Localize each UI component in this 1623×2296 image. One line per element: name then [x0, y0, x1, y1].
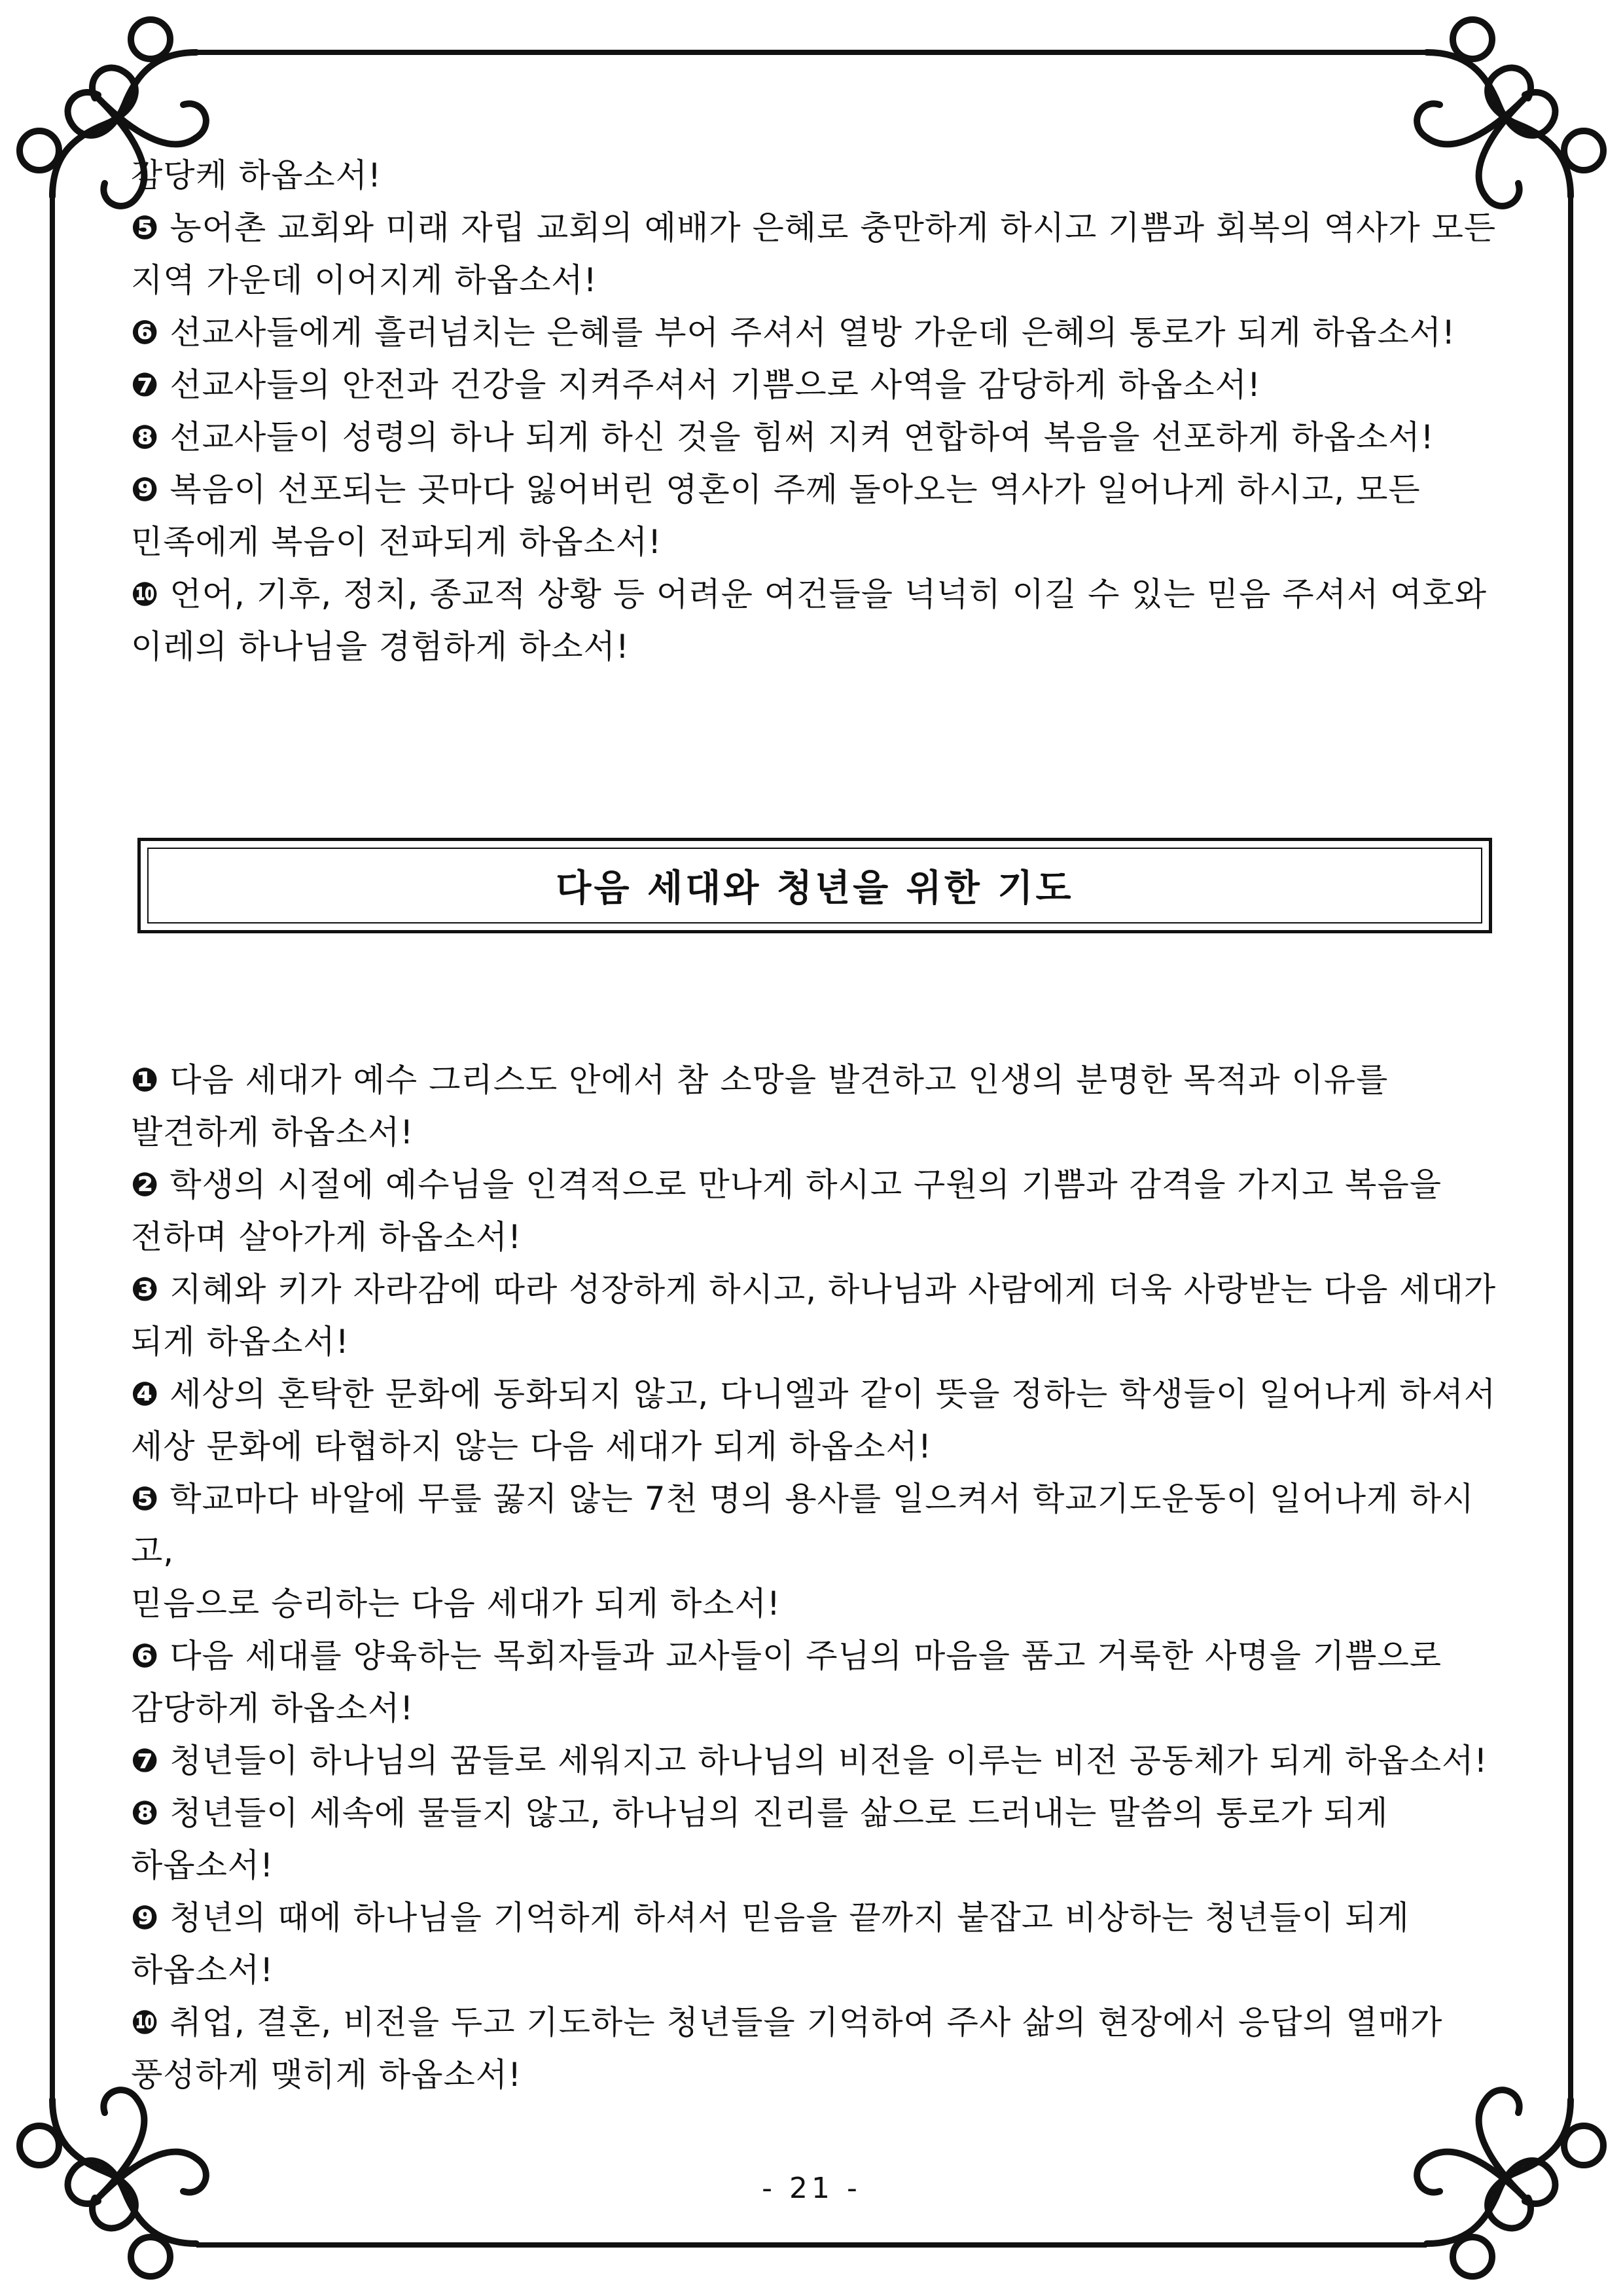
prayer-text: 선교사들에게 흘러넘치는 은혜를 부어 주셔서 열방 가운데 은혜의 통로가 되게 하옵소서!	[169, 314, 1456, 351]
prayer-item	[131, 306, 1499, 359]
prayer-text: 세상의 혼탁한 문화에 동화되지 않고, 다니엘과 같이 뜻을 정하는 학생들이 일어나게 하셔서 세상 문화에 타협하지 않는 다음 세대가 되게 하옵소서!	[131, 1375, 1497, 1465]
prayer-text: 취업, 결혼, 비전을 두고 기도하는 청년들을 기억하여 주사 삶의 현장에서 응답의 열매가 풍성하게 맺히게 하옵소서!	[131, 2003, 1443, 2094]
prayer-item	[131, 568, 1499, 673]
prayer-text: 다음 세대를 양육하는 목회자들과 교사들이 주님의 마음을 품고 거룩한 사명을 기쁨으로 감당하게 하옵소서!	[131, 1637, 1442, 1727]
prayer-text: 복음이 선포되는 곳마다 잃어버린 영혼이 주께 돌아오는 역사가 일어나게 하시고, 모든 민족에게 복음이 전파되게 하옵소서!	[131, 471, 1421, 561]
prayer-text: 청년들이 세속에 물들지 않고, 하나님의 진리를 삶으로 드러내는 말씀의 통로가 되게 하옵소서!	[131, 1794, 1389, 1884]
page-number: - 21 -	[762, 2172, 861, 2205]
prayer-text: 학생의 시절에 예수님을 인격적으로 만나게 하시고 구원의 기쁨과 감격을 가지고 복음을 전하며 살아가게 하옵소서!	[131, 1166, 1442, 1256]
item-number: ❶	[131, 1061, 160, 1099]
item-number: ❺	[131, 209, 160, 247]
prayer-item	[131, 411, 1499, 463]
prayer-text: 청년들이 하나님의 꿈들로 세워지고 하나님의 비전을 이루는 비전 공동체가 되게 하옵소서!	[169, 1742, 1488, 1780]
item-number: ❻	[131, 1637, 160, 1675]
prayer-item	[131, 1892, 1499, 1996]
item-number: ❼	[131, 1742, 160, 1780]
item-number: ❹	[131, 1375, 160, 1413]
prayer-item	[131, 463, 1499, 568]
prayer-item	[131, 149, 1499, 202]
prayer-text: 학교마다 바알에 무릎 꿇지 않는 7천 명의 용사를 일으켜서 학교기도운동이 일어나게 하시고, 믿음으로 승리하는 다음 세대가 되게 하소서!	[131, 1480, 1474, 1623]
item-number: ❽	[131, 418, 160, 456]
prayer-item	[131, 1996, 1499, 2101]
item-number: ❼	[131, 366, 160, 404]
prayer-text: 농어촌 교회와 미래 자립 교회의 예배가 은혜로 충만하게 하시고 기쁨과 회복의 역사가 모든 지역 가운데 이어지게 하옵소서!	[131, 209, 1497, 299]
item-number: ❽	[131, 1794, 160, 1832]
item-number: ❾	[131, 1899, 160, 1937]
prayer-item	[131, 1473, 1499, 1630]
prayer-item	[131, 1158, 1499, 1263]
section1-prayer-list	[131, 149, 1499, 673]
prayer-text: 감당케 하옵소서!	[131, 156, 382, 194]
item-number: ❸	[131, 1270, 160, 1308]
item-number: ❿	[131, 2003, 160, 2041]
section-title-box	[137, 838, 1492, 933]
section-title-inner-frame	[147, 848, 1482, 924]
prayer-item	[131, 202, 1499, 306]
item-number: ❾	[131, 471, 160, 509]
prayer-text: 다음 세대가 예수 그리스도 안에서 참 소망을 발견하고 인생의 분명한 목적과 이유를 발견하게 하옵소서!	[131, 1061, 1389, 1151]
prayer-text: 청년의 때에 하나님을 기억하게 하셔서 믿음을 끝까지 붙잡고 비상하는 청년들이 되게 하옵소서!	[131, 1899, 1410, 1989]
item-number: ❷	[131, 1166, 160, 1204]
prayer-text: 선교사들의 안전과 건강을 지켜주셔서 기쁨으로 사역을 감당하게 하옵소서!	[169, 366, 1261, 404]
prayer-item	[131, 1734, 1499, 1787]
item-number: ❻	[131, 314, 160, 351]
item-number: ❿	[131, 575, 160, 613]
section-title: 다음 세대와 청년을 위한 기도	[556, 867, 1074, 910]
prayer-item	[131, 1263, 1499, 1368]
prayer-item	[131, 1368, 1499, 1473]
prayer-text: 선교사들이 성령의 하나 되게 하신 것을 힘써 지켜 연합하여 복음을 선포하게 하옵소서!	[169, 418, 1435, 456]
section2-prayer-list	[131, 1054, 1499, 2101]
item-number: ❺	[131, 1480, 160, 1518]
prayer-item	[131, 1054, 1499, 1158]
prayer-item	[131, 1630, 1499, 1734]
prayer-text: 언어, 기후, 정치, 종교적 상황 등 어려운 여건들을 넉넉히 이길 수 있는 믿음 주셔서 여호와 이레의 하나님을 경험하게 하소서!	[131, 575, 1488, 666]
prayer-item	[131, 1787, 1499, 1892]
prayer-item	[131, 359, 1499, 411]
prayer-text: 지혜와 키가 자라감에 따라 성장하게 하시고, 하나님과 사람에게 더욱 사랑받는 다음 세대가 되게 하옵소서!	[131, 1270, 1497, 1361]
